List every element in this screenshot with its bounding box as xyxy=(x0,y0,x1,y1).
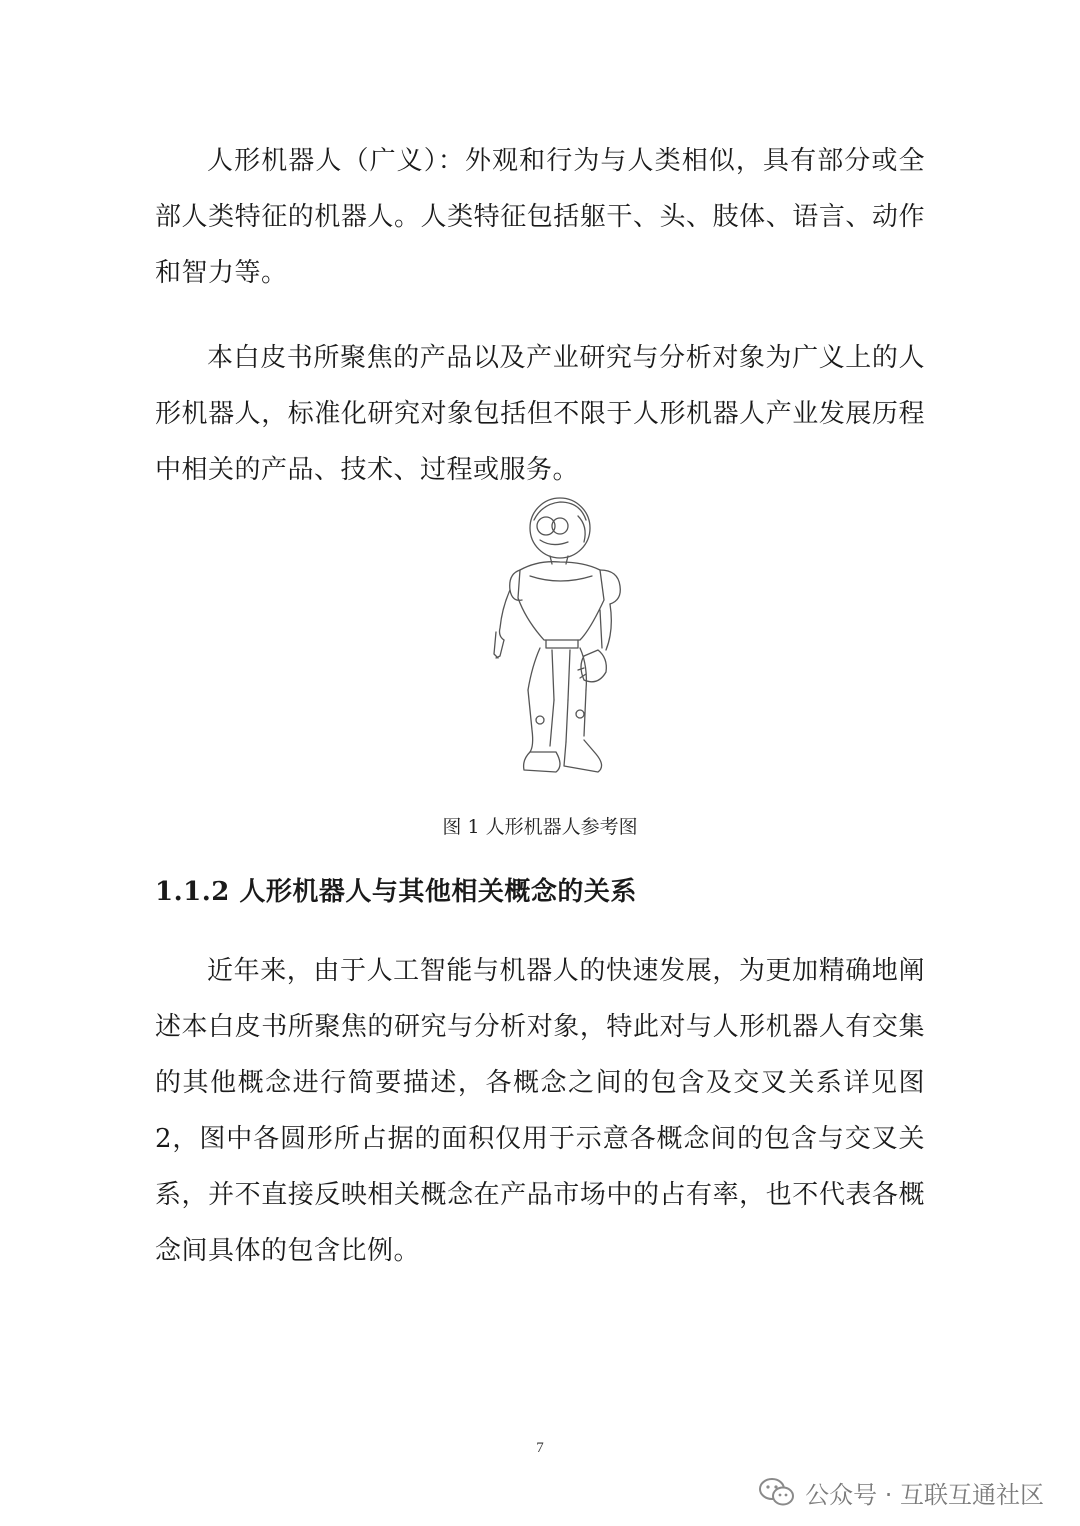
figure-caption: 图 1 人形机器人参考图 xyxy=(442,816,638,838)
humanoid-robot-figure xyxy=(480,490,630,785)
paragraph-definition: 人形机器人（广义）：外观和行为与人类相似，具有部分或全部人类特征的机器人。人类特征包括躯干、头、肢体、语言、动作和智力等。 xyxy=(155,146,925,288)
section-heading: 1.1.2 人形机器人与其他相关概念的关系 xyxy=(155,877,637,907)
paragraph-scope: 本白皮书所聚焦的产品以及产业研究与分析对象为广义上的人形机器人，标准化研究对象包括但不限于人形机器人产业发展历程中相关的产品、技术、过程或服务。 xyxy=(155,343,925,485)
page-number: 7 xyxy=(536,1440,544,1456)
paragraph-related-concepts: 近年来，由于人工智能与机器人的快速发展，为更加精确地阐述本白皮书所聚焦的研究与分析对象，特此对与人形机器人有交集的其他概念进行简要描述，各概念之间的包含及交叉关系详见图 2，图中各圆形所占据的面积仅用于示意各概念间的包含与交叉关系，并不直接反映相关概念在产品市场中的占有率，也不代表各概念间具体的包含比例。 xyxy=(155,956,925,1266)
wechat-icon xyxy=(759,1477,795,1507)
watermark xyxy=(759,1472,1044,1512)
humanoid-robot-icon xyxy=(480,490,630,785)
watermark-text: 公众号 · 互联互通社区 xyxy=(805,1480,1044,1509)
